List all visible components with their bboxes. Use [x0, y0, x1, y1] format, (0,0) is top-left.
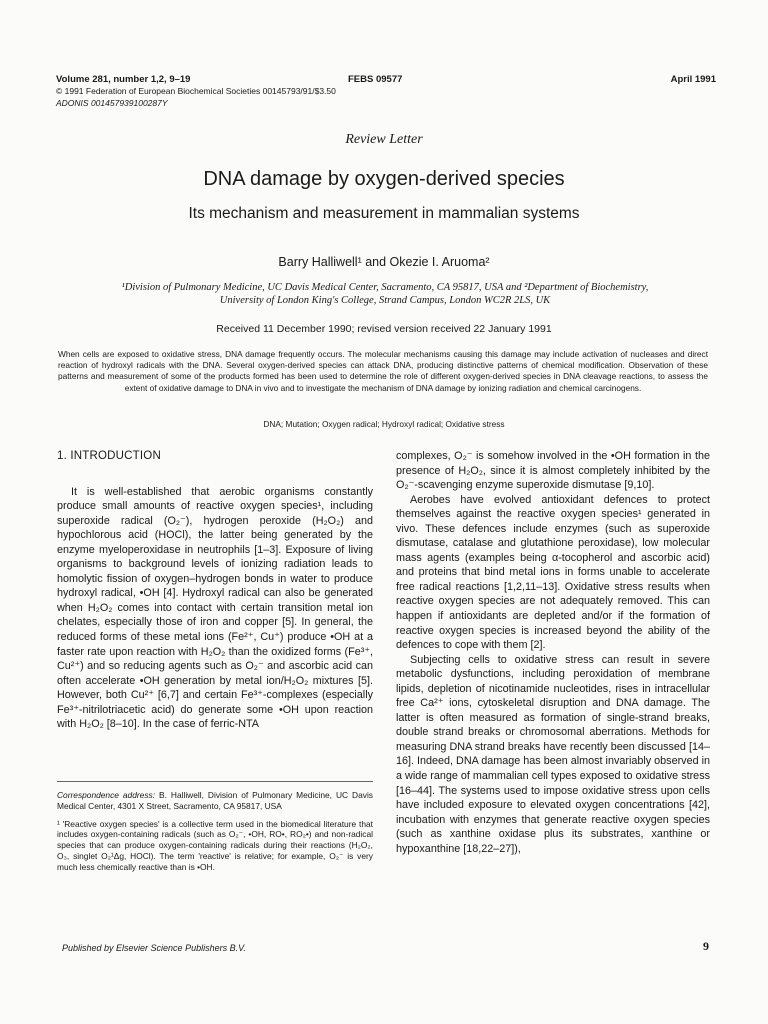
received-dates: Received 11 December 1990; revised version received 22 January 1991	[216, 323, 552, 335]
right-column	[396, 449, 710, 856]
article-category: Review Letter	[345, 132, 423, 147]
article-authors: Barry Halliwell¹ and Okezie I. Aruoma²	[278, 255, 490, 269]
journal-volume: Volume 281, number 1,2, 9–19	[56, 74, 191, 85]
abstract: When cells are exposed to oxidative stress, DNA damage frequently occurs. The molecular mechanisms causing this damage may include activation of nucleases and direct reaction of hydroxyl radicals with the DNA. Several oxygen-derived species can attack DNA, producing distinctive patterns of chemical modification. Observation of these patterns and measurement of some of the products formed has been used to determine the role of different oxygen-derived species in DNA cleavage reactions, to assess the extent of oxidative damage to DNA in vivo and to investigate the mechanism of DNA damage by ionizing radiation and chemical carcinogens.	[58, 349, 708, 393]
keywords: DNA; Mutation; Oxygen radical; Hydroxyl radical; Oxidative stress	[263, 419, 505, 429]
affiliation-line-1: ¹Division of Pulmonary Medicine, UC Davis Medical Center, Sacramento, CA 95817, USA and ²Department of Biochemistry,	[121, 282, 649, 293]
body-paragraph: complexes, O₂⁻ is somehow involved in the •OH formation in the presence of H₂O₂, since it is almost completely inhibited by the O₂⁻-scavenging enzyme superoxide dismutase [9,10].	[396, 450, 710, 492]
journal-header	[56, 74, 716, 109]
affiliation-line-2: University of London King's College, Strand Campus, London WC2R 2LS, UK	[219, 295, 551, 306]
article-subtitle: Its mechanism and measurement in mammalian systems	[188, 205, 580, 222]
publication-date: April 1991	[670, 74, 716, 85]
body-paragraph: It is well-established that aerobic organisms constantly produce small amounts of reactive oxygen species¹, including superoxide radical (O₂⁻), hydrogen peroxide (H₂O₂) and hypochlorous acid (HOCl), the latter being generated by the enzyme myeloperoxidase in neutrophils [1–3]. Exposure of living organisms to background levels of ionizing radiation leads to homolytic fission of oxygen–hydrogen bonds in water to produce hydroxyl radical, •OH [4]. Hydroxyl radical can also be generated when H₂O₂ comes into contact with certain transition metal ion chelates, especially those of iron and copper [5]. In general, the reduced forms of these metal ions (Fe²⁺, Cu⁺) produce •OH at a faster rate upon reaction with H₂O₂ than the oxidized forms (Fe³⁺, Cu²⁺) and so reducing agents such as O₂⁻ and ascorbic acid can often accelerate •OH generation by metal ion/H₂O₂ mixtures [5]. However, both Cu²⁺ [6,7] and certain Fe³⁺-complexes (especially Fe³⁺-nitrilotriacetic acid) do generate some •OH upon reaction with H₂O₂ [8–10]. In the case of ferric-NTA	[57, 485, 373, 731]
left-column	[57, 449, 373, 732]
article-title: DNA damage by oxygen-derived species	[203, 168, 565, 190]
correspondence-footnote	[57, 790, 373, 812]
footnote-divider	[57, 781, 373, 782]
adonis-code: ADONIS 001457939100287Y	[56, 97, 168, 108]
section-heading: 1. INTRODUCTION	[57, 450, 161, 462]
publisher-footer: Published by Elsevier Science Publishers B.V.	[62, 943, 246, 953]
footnotes	[57, 790, 373, 880]
footnote-1: ¹ 'Reactive oxygen species' is a collective term used in the biomedical literature that includes oxygen-containing radicals (such as O₂⁻, •OH, RO•, RO₂•) and non-radical species that can produce oxygen-containing radicals during their reactions (H₂O₂, O₃, singlet O₂¹Δg, HOCl). The term 'reactive' is relative; for example, O₂⁻ is very much less chemically reactive than is •OH.	[57, 818, 373, 872]
febs-code: FEBS 09577	[348, 74, 403, 85]
correspondence-text: B. Halliwell, Division of Pulmonary Medicine, UC Davis Medical Center, 4301 X Street, Sacramento, CA 95817, USA	[57, 790, 373, 811]
copyright-line: © 1991 Federation of European Biochemical Societies 00145793/91/$3.50	[56, 86, 336, 96]
author-affiliations	[60, 281, 710, 307]
correspondence-label: Correspondence address:	[57, 790, 156, 800]
page-number: 9	[703, 939, 709, 953]
body-paragraph: Aerobes have evolved antioxidant defences to protect themselves against the reactive oxygen species¹ generated in vivo. These defences include enzymes (such as superoxide dismutase, catalase and glutathione peroxidase), low molecular mass agents (examples being α-tocopherol and ascorbic acid) and proteins that bind metal ions in forms unable to accelerate free radical reactions [1,2,11–13]. Oxidative stress results when reactive oxygen species are not adequately removed. This can happen if antioxidants are depleted and/or if the formation of reactive oxygen species is increased beyond the ability of the defences to cope with them [2].	[396, 493, 710, 652]
body-paragraph: Subjecting cells to oxidative stress can result in severe metabolic dysfunctions, including peroxidation of membrane lipids, depletion of nicotinamide nucleotides, rises in intracellular free Ca²⁺ ions, cytoskeletal disruption and DNA damage. The latter is often measured as formation of single-strand breaks, double strand breaks or chromosomal aberrations. Methods for measuring DNA strand breaks have recently been discussed [14–16]. Indeed, DNA damage has been almost invariably observed in a wide range of mammalian cell types exposed to oxidative stress [16–44]. The systems used to impose oxidative stress upon cells have included exposure to elevated oxygen concentrations [42], incubation with enzymes that generate reactive oxygen species (such as xanthine oxidase plus its substrates, xanthine or hypoxanthine [18,22–27]),	[396, 653, 710, 855]
